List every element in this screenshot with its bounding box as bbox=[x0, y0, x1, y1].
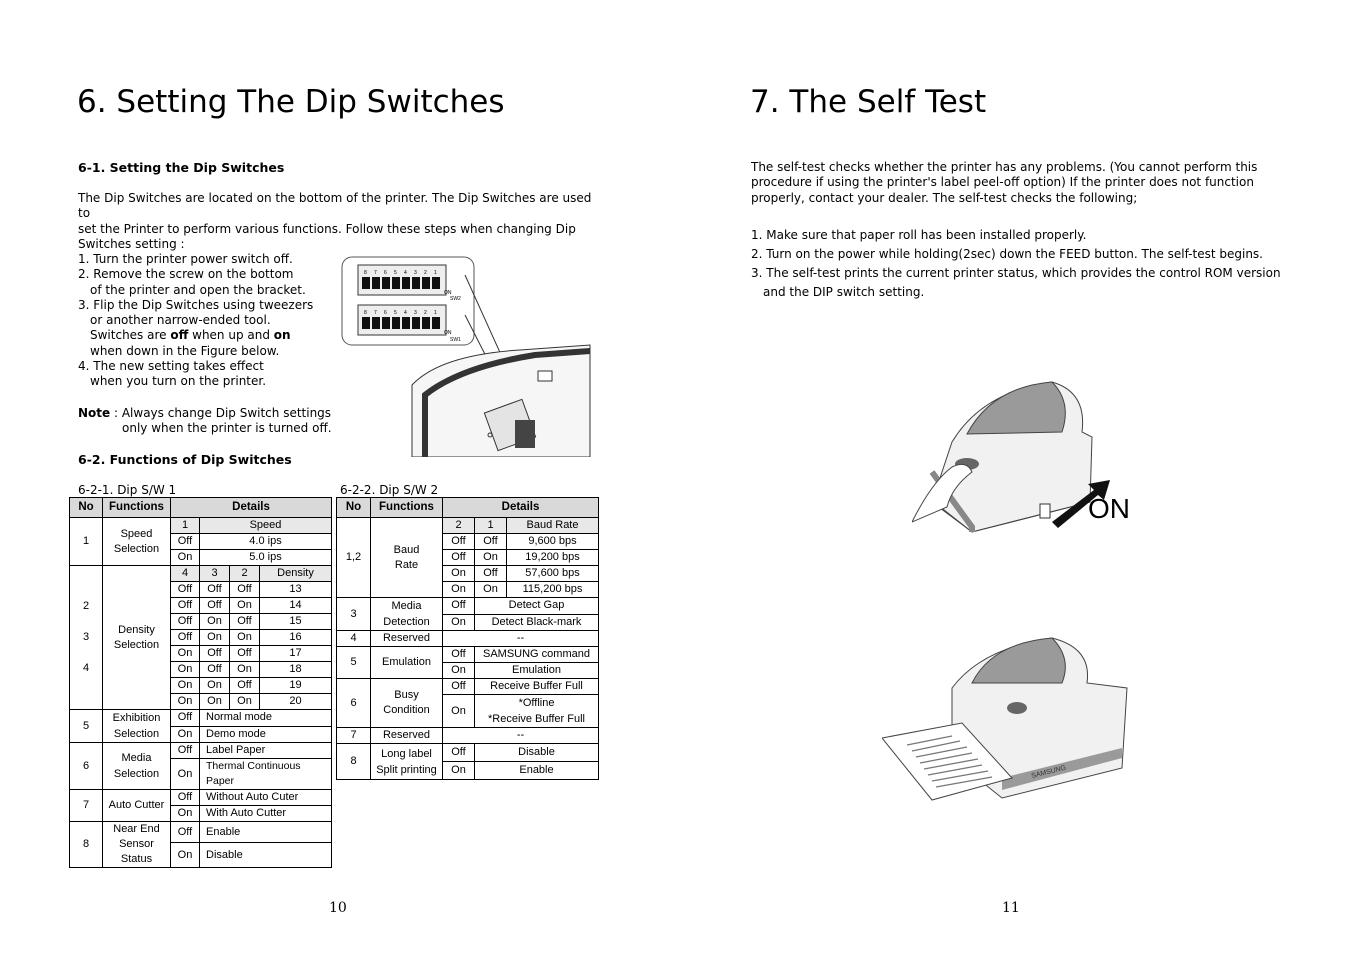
step-line: and the DIP switch setting. bbox=[763, 285, 925, 299]
intro-line: The Dip Switches are located on the bottom of the printer. The Dip Switches are used to bbox=[78, 191, 592, 221]
cell: 19,200 bps bbox=[507, 550, 599, 566]
dip-switch-figure bbox=[340, 255, 592, 457]
table-row bbox=[337, 631, 599, 647]
fn-line: Long label bbox=[381, 747, 432, 760]
sw-number: 1 bbox=[434, 270, 437, 276]
row-no: 5 bbox=[70, 710, 103, 743]
cell: On bbox=[475, 550, 507, 566]
sw-number: 6 bbox=[384, 270, 387, 276]
fn-line: Selection bbox=[113, 638, 160, 651]
sw-number: 1 bbox=[434, 310, 437, 316]
cell: Off bbox=[443, 598, 475, 615]
header-details: Details bbox=[443, 498, 599, 518]
fn-line: Media bbox=[391, 600, 422, 612]
fn-line: Detection bbox=[383, 616, 430, 628]
note-text: : Always change Dip Switch settings bbox=[110, 406, 332, 420]
table-row bbox=[70, 743, 332, 759]
cell: Disable bbox=[475, 744, 599, 762]
step-line: when you turn on the printer. bbox=[90, 374, 267, 389]
table-row bbox=[70, 822, 332, 843]
cell: Off bbox=[230, 678, 260, 694]
cell: On bbox=[443, 566, 475, 582]
table-row bbox=[337, 518, 599, 534]
no-line: 3 bbox=[82, 631, 90, 643]
cell: On bbox=[200, 678, 230, 694]
on-text: ON bbox=[444, 330, 452, 336]
row-function bbox=[103, 518, 171, 566]
section-heading-6-2: 6-2. Functions of Dip Switches bbox=[78, 452, 292, 467]
cell: On bbox=[171, 678, 200, 694]
cell: 16 bbox=[260, 630, 332, 646]
row-function bbox=[103, 566, 171, 710]
cell: 18 bbox=[260, 662, 332, 678]
cell: Off bbox=[230, 582, 260, 598]
cell: 15 bbox=[260, 614, 332, 630]
cell: SAMSUNG command bbox=[475, 647, 599, 663]
cell: On bbox=[171, 759, 200, 790]
sw-number: 2 bbox=[424, 310, 427, 316]
row-function bbox=[371, 744, 443, 780]
on-label: ON bbox=[1088, 493, 1130, 524]
header-functions: Functions bbox=[103, 498, 171, 518]
header-no: No bbox=[337, 498, 371, 518]
step-line: 2. Turn on the power while holding(2sec) down the FEED button. The self-test begins. bbox=[751, 247, 1263, 261]
row-function bbox=[103, 822, 171, 868]
sw-number: 5 bbox=[394, 310, 397, 316]
fn-line: Near End bbox=[113, 823, 160, 835]
cell: On bbox=[171, 550, 200, 566]
row-no: 6 bbox=[337, 679, 371, 728]
fn-line: Baud bbox=[393, 543, 420, 556]
cell: Off bbox=[171, 743, 200, 759]
cell: 115,200 bps bbox=[507, 582, 599, 598]
dip-sw1-table bbox=[69, 497, 332, 868]
step-text: Switches are bbox=[90, 328, 171, 343]
sub-header-cell: 1 bbox=[475, 518, 507, 534]
cell: 4.0 ips bbox=[200, 534, 332, 550]
table-row bbox=[70, 790, 332, 806]
on-emphasis: on bbox=[273, 328, 291, 343]
row-function bbox=[371, 598, 443, 631]
sw-number: 8 bbox=[364, 270, 367, 276]
cell: On bbox=[200, 630, 230, 646]
cell: 17 bbox=[260, 646, 332, 662]
sw-number: 2 bbox=[424, 270, 427, 276]
cell: On bbox=[200, 614, 230, 630]
cell: On bbox=[171, 843, 200, 868]
table-header-row bbox=[337, 498, 599, 518]
step-line: 3. The self-test prints the current printer status, which provides the control ROM version bbox=[751, 266, 1281, 280]
row-function: Auto Cutter bbox=[103, 790, 171, 822]
cell: On bbox=[200, 694, 230, 710]
cell: On bbox=[443, 614, 475, 631]
row-function bbox=[103, 710, 171, 743]
row-no: 6 bbox=[70, 743, 103, 790]
self-test-steps bbox=[751, 226, 1311, 302]
fn-line: Media bbox=[121, 752, 152, 764]
fn-line: Busy bbox=[394, 689, 419, 701]
cell: On bbox=[171, 806, 200, 822]
cell: -- bbox=[443, 631, 599, 647]
table-row bbox=[337, 598, 599, 615]
cell: On bbox=[171, 694, 200, 710]
sw-number: 7 bbox=[374, 310, 377, 316]
steps-list bbox=[78, 252, 338, 390]
header-details: Details bbox=[171, 498, 332, 518]
sw-number: 8 bbox=[364, 310, 367, 316]
cell: Off bbox=[443, 550, 475, 566]
cell: Detect Gap bbox=[475, 598, 599, 615]
cell: Normal mode bbox=[200, 710, 332, 727]
sw-number: 6 bbox=[384, 310, 387, 316]
cell: Off bbox=[171, 630, 200, 646]
off-emphasis: off bbox=[170, 328, 189, 343]
cell: Enable bbox=[475, 762, 599, 780]
row-function: Emulation bbox=[371, 647, 443, 679]
cell: Enable bbox=[200, 822, 332, 843]
cell: Off bbox=[443, 534, 475, 550]
note-line bbox=[78, 406, 338, 421]
cell: On bbox=[443, 762, 475, 780]
sub-header-cell: Density bbox=[260, 566, 332, 582]
cell: On bbox=[230, 598, 260, 614]
section-heading-6-1: 6-1. Setting the Dip Switches bbox=[78, 160, 285, 175]
page-title-right: 7. The Self Test bbox=[750, 84, 987, 120]
fn-line: Status bbox=[120, 853, 153, 865]
row-no: 1,2 bbox=[337, 518, 371, 598]
table-row bbox=[337, 679, 599, 695]
row-no bbox=[70, 566, 103, 710]
fn-line: Split printing bbox=[376, 763, 437, 776]
sub-header-cell: 2 bbox=[230, 566, 260, 582]
sw2-text: SW2 bbox=[450, 296, 461, 302]
cell: Off bbox=[230, 646, 260, 662]
cell: Off bbox=[200, 598, 230, 614]
sub-header-cell: 4 bbox=[171, 566, 200, 582]
intro-line: Switches setting : bbox=[78, 236, 185, 251]
cell: On bbox=[443, 582, 475, 598]
cell bbox=[475, 695, 599, 728]
table-row bbox=[337, 744, 599, 762]
cell: 9,600 bps bbox=[507, 534, 599, 550]
sw1-caption: 6-2-1. Dip S/W 1 bbox=[78, 483, 177, 497]
row-function bbox=[103, 743, 171, 790]
step-line bbox=[78, 328, 338, 343]
cell: Off bbox=[443, 647, 475, 663]
cell: On bbox=[171, 646, 200, 662]
cell: Off bbox=[443, 744, 475, 762]
cell: 14 bbox=[260, 598, 332, 614]
intro-line: The self-test checks whether the printer has any problems. (You cannot perform this bbox=[751, 160, 1258, 174]
no-line: 2 bbox=[82, 600, 90, 612]
cell: 20 bbox=[260, 694, 332, 710]
brand-text: SAMSUNG bbox=[1030, 764, 1067, 780]
intro-line: procedure if using the printer's label peel-off option) If the printer does not function bbox=[751, 175, 1254, 190]
fn-line: Selection bbox=[113, 542, 160, 555]
cell: Off bbox=[171, 790, 200, 806]
sub-header-cell: 3 bbox=[200, 566, 230, 582]
note-line: only when the printer is turned off. bbox=[122, 421, 332, 436]
step-line: 1. Turn the printer power switch off. bbox=[78, 252, 293, 266]
sub-header-cell: 1 bbox=[171, 518, 200, 534]
row-no: 4 bbox=[337, 631, 371, 647]
cell: Disable bbox=[200, 843, 332, 868]
sw-number: 3 bbox=[414, 310, 417, 316]
table-header-row bbox=[70, 498, 332, 518]
fn-line: Selection bbox=[113, 728, 160, 740]
fn-line: Density bbox=[118, 623, 155, 636]
cell: 5.0 ips bbox=[200, 550, 332, 566]
cell: 13 bbox=[260, 582, 332, 598]
cell: On bbox=[171, 726, 200, 743]
cell: Off bbox=[171, 822, 200, 843]
cell: Detect Black-mark bbox=[475, 614, 599, 631]
step-line: 2. Remove the screw on the bottom bbox=[78, 267, 294, 282]
table-row bbox=[337, 647, 599, 663]
cell: Receive Buffer Full bbox=[475, 679, 599, 695]
cell: Demo mode bbox=[200, 726, 332, 743]
row-function: Reserved bbox=[371, 728, 443, 744]
table-row bbox=[337, 728, 599, 744]
step-line: 4. The new setting takes effect bbox=[78, 359, 264, 374]
sub-header-cell: Speed bbox=[200, 518, 332, 534]
sub-header-cell: 2 bbox=[443, 518, 475, 534]
fn-line: Exhibition bbox=[112, 712, 161, 724]
cell: 19 bbox=[260, 678, 332, 694]
step-text: when up and bbox=[188, 328, 274, 343]
intro-line: set the Printer to perform various functions. Follow these steps when changing Dip bbox=[78, 221, 576, 236]
cell: Off bbox=[230, 614, 260, 630]
note-label: Note bbox=[78, 406, 111, 420]
header-functions: Functions bbox=[371, 498, 443, 518]
intro-paragraph bbox=[78, 191, 598, 252]
self-test-intro bbox=[751, 160, 1291, 206]
cell: On bbox=[443, 695, 475, 728]
cell: Off bbox=[171, 598, 200, 614]
sw-number: 3 bbox=[414, 270, 417, 276]
row-no: 5 bbox=[337, 647, 371, 679]
cell: On bbox=[171, 662, 200, 678]
fn-line: Selection bbox=[113, 768, 160, 780]
row-function bbox=[371, 679, 443, 728]
cell: With Auto Cutter bbox=[200, 806, 332, 822]
cell: On bbox=[443, 663, 475, 679]
cell: Without Auto Cuter bbox=[200, 790, 332, 806]
cell: Emulation bbox=[475, 663, 599, 679]
cell: On bbox=[230, 630, 260, 646]
sw-number: 4 bbox=[404, 310, 407, 316]
step-line: or another narrow-ended tool. bbox=[90, 313, 271, 328]
on-text: ON bbox=[444, 290, 452, 296]
cell-line: *Offline bbox=[518, 697, 555, 709]
step-line: 1. Make sure that paper roll has been installed properly. bbox=[751, 228, 1087, 242]
cell: Off bbox=[171, 582, 200, 598]
no-line: 4 bbox=[82, 662, 90, 674]
cell: Off bbox=[475, 534, 507, 550]
fn-line: Rate bbox=[394, 558, 419, 571]
fn-line: Speed bbox=[120, 527, 153, 540]
table-row bbox=[70, 518, 332, 534]
cell: On bbox=[475, 582, 507, 598]
note bbox=[78, 406, 338, 437]
cell-line: *Receive Buffer Full bbox=[487, 713, 585, 725]
cell: Off bbox=[475, 566, 507, 582]
page-title-left: 6. Setting The Dip Switches bbox=[77, 84, 505, 120]
sw1-text: SW1 bbox=[450, 337, 461, 343]
cell: Off bbox=[200, 646, 230, 662]
step-line: 3. Flip the Dip Switches using tweezers bbox=[78, 297, 314, 312]
row-function bbox=[371, 518, 443, 598]
step-line: when down in the Figure below. bbox=[90, 343, 280, 358]
page-number-left: 10 bbox=[329, 900, 347, 916]
printer-self-test-figure bbox=[882, 628, 1138, 806]
printer-power-on-figure bbox=[912, 372, 1137, 572]
row-no: 3 bbox=[337, 598, 371, 631]
sw-number: 5 bbox=[394, 270, 397, 276]
cell: Thermal Continuous Paper bbox=[200, 759, 332, 790]
sw-number: 4 bbox=[404, 270, 407, 276]
cell: -- bbox=[443, 728, 599, 744]
cell: Off bbox=[443, 679, 475, 695]
cell: Off bbox=[171, 614, 200, 630]
sw-number: 7 bbox=[374, 270, 377, 276]
row-no: 8 bbox=[70, 822, 103, 868]
cell: On bbox=[230, 662, 260, 678]
table-row bbox=[70, 710, 332, 727]
row-no: 1 bbox=[70, 518, 103, 566]
table-row bbox=[70, 566, 332, 582]
row-no: 8 bbox=[337, 744, 371, 780]
row-function: Reserved bbox=[371, 631, 443, 647]
sw2-caption: 6-2-2. Dip S/W 2 bbox=[340, 483, 439, 497]
cell: 57,600 bps bbox=[507, 566, 599, 582]
row-no: 7 bbox=[70, 790, 103, 822]
row-no: 7 bbox=[337, 728, 371, 744]
cell: On bbox=[230, 694, 260, 710]
cell: Label Paper bbox=[200, 743, 332, 759]
header-no: No bbox=[70, 498, 103, 518]
cell: Off bbox=[171, 534, 200, 550]
cell: Off bbox=[200, 662, 230, 678]
dip-sw2-table bbox=[336, 497, 599, 780]
step-line: of the printer and open the bracket. bbox=[90, 282, 306, 297]
fn-line: Condition bbox=[383, 704, 430, 716]
sub-header-cell: Baud Rate bbox=[507, 518, 599, 534]
cell: Off bbox=[171, 710, 200, 727]
cell: Off bbox=[200, 582, 230, 598]
page-number-right: 11 bbox=[1002, 900, 1020, 916]
intro-line: properly, contact your dealer. The self-test checks the following; bbox=[751, 190, 1138, 205]
fn-line: Sensor bbox=[119, 838, 154, 850]
